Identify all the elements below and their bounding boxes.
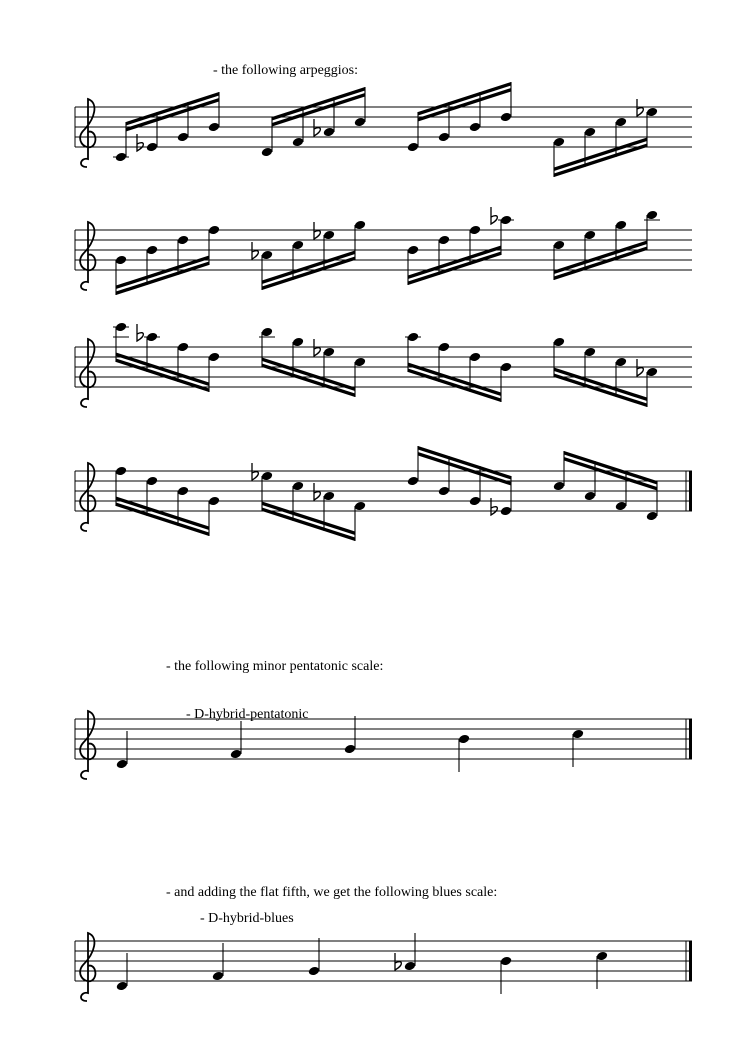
notehead	[177, 132, 190, 143]
beam	[126, 92, 219, 126]
notehead	[146, 476, 159, 487]
notehead	[469, 122, 482, 133]
beam	[408, 246, 501, 280]
notehead	[146, 245, 159, 256]
notehead	[500, 956, 513, 967]
beam	[408, 363, 501, 397]
notehead	[308, 966, 321, 977]
notehead	[500, 506, 513, 517]
notehead	[553, 137, 566, 148]
notehead	[323, 127, 336, 138]
notehead	[438, 235, 451, 246]
notehead	[261, 471, 274, 482]
notehead	[177, 342, 190, 353]
notehead	[116, 981, 129, 992]
notehead	[354, 220, 367, 231]
notehead	[344, 744, 357, 755]
arpeggios-caption: - the following arpeggios:	[213, 63, 359, 78]
final-barline-thick	[689, 719, 692, 759]
notehead	[469, 225, 482, 236]
notehead	[500, 362, 513, 373]
notehead	[261, 327, 274, 338]
final-barline-thick	[689, 471, 692, 511]
notehead	[572, 729, 585, 740]
beam	[126, 98, 219, 132]
flat-icon	[137, 324, 143, 341]
beam	[554, 241, 647, 275]
notehead	[438, 342, 451, 353]
notehead	[469, 352, 482, 363]
notehead	[469, 496, 482, 507]
notehead	[354, 117, 367, 128]
notehead	[553, 240, 566, 251]
treble-clef-icon	[80, 99, 95, 167]
notehead	[584, 491, 597, 502]
notehead	[212, 971, 225, 982]
notehead	[146, 142, 159, 153]
notehead	[596, 951, 609, 962]
notehead	[615, 220, 628, 231]
notehead	[438, 132, 451, 143]
notehead	[323, 230, 336, 241]
notehead	[323, 347, 336, 358]
notehead	[500, 215, 513, 226]
notehead	[292, 240, 305, 251]
beam	[272, 87, 365, 121]
pentatonic-intro-caption: - the following minor pentatonic scale:	[166, 659, 384, 674]
beam	[418, 88, 511, 122]
notehead	[208, 225, 221, 236]
notehead	[553, 481, 566, 492]
notehead	[323, 491, 336, 502]
notehead	[115, 466, 128, 477]
treble-clef-icon	[80, 711, 95, 779]
beam	[116, 256, 209, 290]
blues-name-caption: - D-hybrid-blues	[200, 911, 294, 926]
treble-clef-icon	[80, 339, 95, 407]
beam	[554, 374, 647, 408]
notehead	[646, 107, 659, 118]
notehead	[407, 332, 420, 343]
notehead	[208, 122, 221, 133]
notehead	[404, 961, 417, 972]
beam	[418, 82, 511, 116]
pentatonic-name-caption: - D-hybrid-pentatonic	[186, 707, 309, 722]
notehead	[407, 476, 420, 487]
notehead	[584, 347, 597, 358]
notehead	[646, 511, 659, 522]
beam	[116, 262, 209, 296]
flat-icon	[491, 207, 497, 224]
notehead	[261, 147, 274, 158]
beam	[418, 446, 511, 480]
notehead	[146, 332, 159, 343]
notehead	[615, 357, 628, 368]
notehead	[615, 501, 628, 512]
beam	[116, 503, 209, 537]
beam	[262, 257, 355, 291]
notehead	[177, 235, 190, 246]
beam	[272, 93, 365, 127]
notehead	[177, 486, 190, 497]
beam	[262, 502, 355, 536]
beam	[554, 138, 647, 172]
notehead	[438, 486, 451, 497]
beam	[564, 457, 657, 491]
notehead	[292, 481, 305, 492]
beam	[116, 353, 209, 387]
notehead	[553, 337, 566, 348]
blues-intro-caption: - and adding the flat fifth, we get the following blues scale:	[166, 885, 498, 900]
notehead	[407, 245, 420, 256]
notehead	[115, 152, 128, 163]
beam	[262, 251, 355, 285]
notehead	[646, 210, 659, 221]
treble-clef-icon	[80, 222, 95, 290]
beam	[262, 358, 355, 392]
notehead	[208, 352, 221, 363]
notehead	[584, 230, 597, 241]
notehead	[354, 357, 367, 368]
notehead	[115, 255, 128, 266]
notehead	[458, 734, 471, 745]
beam	[116, 497, 209, 531]
notehead	[208, 496, 221, 507]
beam	[262, 508, 355, 542]
beam	[408, 369, 501, 403]
final-barline-thick	[689, 941, 692, 981]
beam	[408, 252, 501, 286]
treble-clef-icon	[80, 933, 95, 1001]
treble-clef-icon	[80, 463, 95, 531]
notehead	[261, 250, 274, 261]
notehead	[646, 367, 659, 378]
notehead	[115, 322, 128, 333]
notehead	[584, 127, 597, 138]
notehead	[500, 112, 513, 123]
notehead	[615, 117, 628, 128]
notehead	[292, 137, 305, 148]
beam	[554, 368, 647, 402]
notehead	[116, 759, 129, 770]
notehead	[292, 337, 305, 348]
beam	[554, 247, 647, 281]
notehead	[407, 142, 420, 153]
notehead	[230, 749, 243, 760]
beam	[418, 452, 511, 486]
notehead	[354, 501, 367, 512]
beam	[564, 451, 657, 485]
beam	[262, 364, 355, 398]
beam	[554, 144, 647, 178]
